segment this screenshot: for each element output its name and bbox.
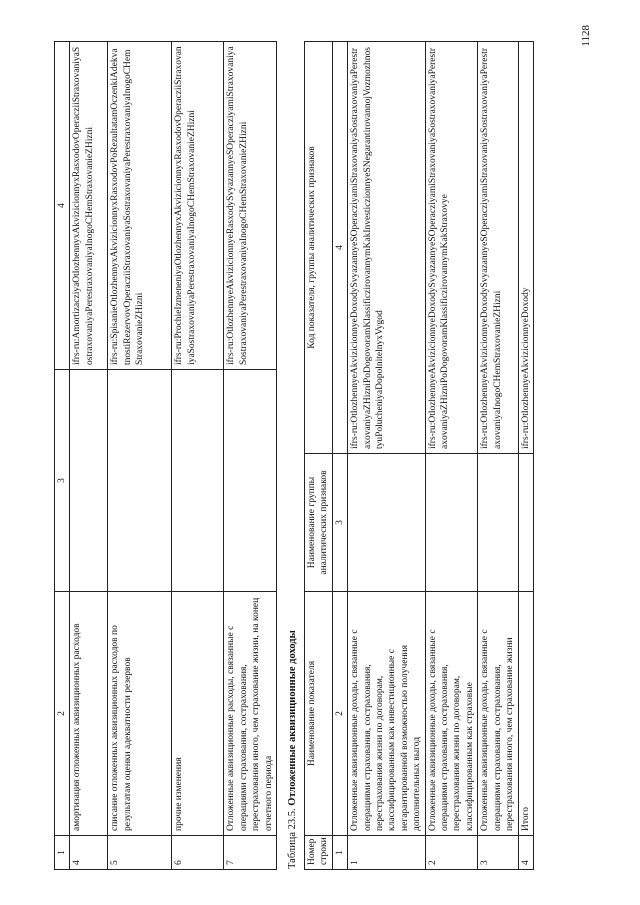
row-code: ifrs-ru:OtlozhennyeAkvizicionnyeDoxody <box>518 42 533 454</box>
row-number: 6 <box>172 836 224 870</box>
row-name: Итого <box>518 592 533 836</box>
table-row <box>224 42 277 870</box>
row-name: амортизация отложенных аквизиционных расходов <box>70 592 108 836</box>
col-number: 1 <box>332 836 347 870</box>
row-code: ifrs-ru:ProchieIzmeneniyaOtlozhennyxAkvizicionnyxRasxodovOperacziiStraxovaniyaSostraxovaniyaPerestraxovaniyaInogoCHemStraxovanieZHizni <box>172 42 224 370</box>
row-number: 3 <box>478 836 518 870</box>
table-row <box>108 42 172 870</box>
table-row <box>518 42 533 870</box>
lower-number-row <box>332 42 347 870</box>
row-group <box>478 454 518 592</box>
row-number: 2 <box>425 836 478 870</box>
header-indicator-code: Код показателя, группы аналитических признаков <box>305 42 333 454</box>
row-name: Отложенные аквизиционные доходы, связанные с операциями страхования, сострахования, перестрахования жизни по договорам, классифицированным как страховые <box>425 592 478 836</box>
lower-table <box>304 41 534 870</box>
row-code: ifrs-ru:AmortizacziyaOtlozhennyxAkvizicionnyxRasxodovOperacziiStraxovaniyaSostraxovaniyaPerestraxovaniyaInogoCHemStraxovanieZHizni <box>70 42 108 370</box>
row-number: 7 <box>224 836 277 870</box>
row-code: ifrs-ru:OtlozhennyeAkvizicionnyeRasxodySvyazannyeSOperacziyamiStraxovaniyaSostraxovaniyaPerestraxovaniyaInogoCHemStraxovanieZHizni <box>224 42 277 370</box>
upper-col-2: 2 <box>55 592 70 836</box>
col-number: 2 <box>332 592 347 836</box>
upper-col-4: 4 <box>55 42 70 370</box>
page-number: 1128 <box>580 25 592 47</box>
row-group <box>172 370 224 592</box>
table-row <box>478 42 518 870</box>
row-code: ifrs-ru:SpisanieOtlozhennyxAkvizicionnyxRasxodovPoRezultatamOczenkiAdekvatnostiRezervovOperacziiStraxovaniyaSostraxovaniyaPerestraxovaniyaInogoCHemStraxovanieZHizni <box>108 42 172 370</box>
row-group <box>70 370 108 592</box>
row-number: 1 <box>348 836 425 870</box>
row-name: Отложенные аквизиционные доходы, связанные с операциями страхования, сострахования, перестрахования жизни по договорам, классифицированным как инвестиционные с негарантированной возможностью получения дополнительных выгод <box>348 592 425 836</box>
row-number: 4 <box>70 836 108 870</box>
table-row <box>172 42 224 870</box>
header-group-name: Наименование группы аналитических признаков <box>305 454 333 592</box>
upper-col-3: 3 <box>55 370 70 592</box>
row-code: ifrs-ru:OtlozhennyeAkvizicionnyeDoxodySvyazannyeSOperacziyamiStraxovaniyaSostraxovaniyaPerestraxovaniyaZHizniPoDogovoramKlassificzirovannymKakStraxovye <box>425 42 478 454</box>
row-name: списание отложенных аквизиционных расходов по результатам оценки адекватности резервов <box>108 592 172 836</box>
table-caption <box>287 630 298 869</box>
row-group <box>224 370 277 592</box>
table-row <box>348 42 425 870</box>
row-code: ifrs-ru:OtlozhennyeAkvizicionnyeDoxodySvyazannyeSOperacziyamiStraxovaniyaSostraxovaniyaPerestraxovaniyaZHizniPoDogovoramKlassificzirovannymKakInvesticzionnyeSNegarantirovannojVozmozhnostyuPolucheniyaDopolnitelnyxVygod <box>348 42 425 454</box>
caption-title: Отложенные аквизиционные доходы <box>287 630 298 806</box>
upper-col-1: 1 <box>55 836 70 870</box>
row-group <box>348 454 425 592</box>
col-number: 4 <box>332 42 347 454</box>
row-code: ifrs-ru:OtlozhennyeAkvizicionnyeDoxodySvyazannyeSOperacziyamiStraxovaniyaSostraxovaniyaPerestraxovaniyaInogoCHemStraxovanieZHizni <box>478 42 518 454</box>
row-number: 4 <box>518 836 533 870</box>
table-row <box>70 42 108 870</box>
row-group <box>425 454 478 592</box>
row-group <box>518 454 533 592</box>
upper-header-row <box>55 42 70 870</box>
col-number: 3 <box>332 454 347 592</box>
header-indicator-name: Наименование показателя <box>305 592 333 836</box>
row-number: 5 <box>108 836 172 870</box>
table-row <box>425 42 478 870</box>
lower-header-row <box>305 42 333 870</box>
header-row-number: Номер строки <box>305 836 333 870</box>
row-name: прочие изменения <box>172 592 224 836</box>
row-name: Отложенные аквизиционные доходы, связанные с операциями страхования, сострахования, перестрахования иного, чем страхование жизни <box>478 592 518 836</box>
caption-prefix: Таблица 23.5. <box>287 808 298 869</box>
row-group <box>108 370 172 592</box>
row-name: Отложенные аквизиционные расходы, связанные с операциями страхования, сострахования, перестрахования иного, чем страхование жизни, на конец отчетного периода <box>224 592 277 836</box>
upper-table <box>54 41 277 870</box>
